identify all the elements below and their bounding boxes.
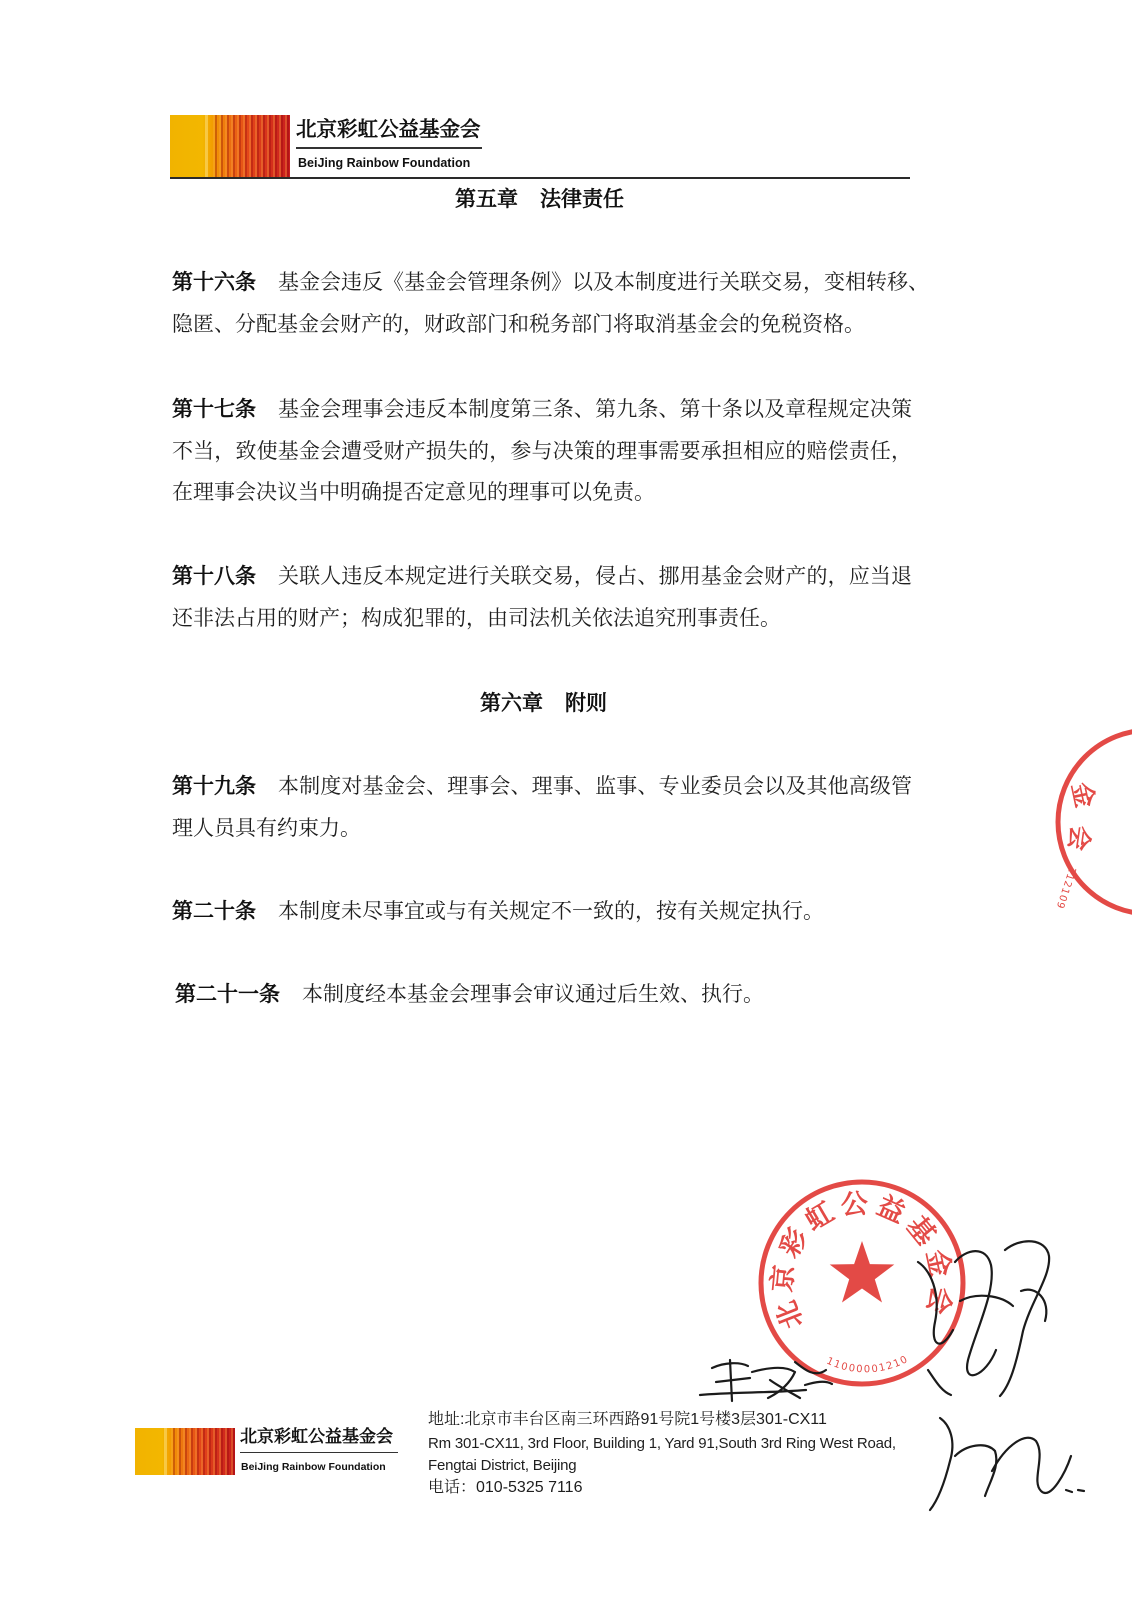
seal-star-icon [830,1241,895,1303]
article-line [172,262,929,304]
article-label: 第十七条 [172,397,256,421]
article-text: 隐匿、分配基金会财产的，财政部门和税务部门将取消基金会的免税资格。 [172,311,865,336]
chapter-title: 附则 [565,691,607,715]
article-label: 第十八条 [172,564,256,588]
logo-stripes [171,1428,235,1475]
article-line [172,556,912,598]
logo-highlight [164,1428,167,1475]
chapter-number: 第六章 [480,691,543,715]
signature-lower-right [930,1418,1084,1510]
article-text: 本制度对基金会、理事会、理事、监事、专业委员会以及其他高级管 [278,774,912,798]
article-text: 本制度经本基金会理事会审议通过后生效、执行。 [302,982,764,1006]
chapter-number: 第五章 [455,187,518,211]
footer-logo-mark [135,1428,235,1475]
article-line [172,304,912,346]
chapter-5-heading [455,184,624,214]
article-20 [172,891,912,933]
header-logo-divider [296,147,482,149]
seal-name-text [766,1188,958,1333]
article-label: 第十九条 [172,774,256,798]
article-19 [172,766,912,849]
article-text: 还非法占用的财产；构成犯罪的，由司法机关依法追究刑事责任。 [172,605,781,630]
partial-seal-char: 金 [1066,779,1100,811]
article-line [172,766,912,808]
signature-large-right [918,1241,1049,1396]
header-org-name-en: BeiJing Rainbow Foundation [298,156,471,170]
partial-seal-char: 会 [1062,823,1096,853]
article-text: 理人员具有约束力。 [172,815,361,840]
article-text: 基金会违反《基金会管理条例》以及本制度进行关联交易，变相转移、 [278,270,929,294]
article-line [172,431,912,473]
footer-org-name-cn: 北京彩虹公益基金会 [240,1427,393,1447]
chapter-title: 法律责任 [540,187,624,211]
article-line [172,389,912,431]
seal-number-path: 11000001210 [824,1353,911,1376]
partial-seal-stamp [1053,730,1132,914]
article-text: 在理事会决议当中明确提否定意见的理事可以免责。 [172,480,655,504]
footer-address-en-line-2: Fengtai District, Beijing [428,1457,577,1474]
article-17 [172,389,912,514]
partial-seal-number: 112109 [1053,865,1078,911]
article-text: 基金会理事会违反本制度第三条、第九条、第十条以及章程规定决策 [278,397,912,421]
article-line [172,472,912,514]
logo-highlight [205,115,209,178]
footer-phone: 电话：010-5325 7116 [428,1479,583,1496]
article-label: 第十六条 [172,270,256,294]
company-seal-stamp [761,1182,963,1384]
article-text: 本制度未尽事宜或与有关规定不一致的，按有关规定执行。 [278,899,824,923]
seal-name-path: 北京彩虹公益基金会 [766,1188,958,1333]
article-text: 关联人违反本规定进行关联交易，侵占、挪用基金会财产的，应当退 [278,564,912,588]
chapter-6-heading [480,688,607,718]
article-21 [175,974,912,1016]
article-line [172,891,912,933]
footer-address-cn: 地址:北京市丰台区南三环西路91号院1号楼3层301-CX11 [428,1411,827,1428]
article-line [172,598,912,640]
partial-seal-ring [1058,730,1132,914]
logo-stripes [213,115,290,178]
article-text: 不当，致使基金会遭受财产损失的，参与决策的理事需要承担相应的赔偿责任， [172,438,912,463]
seal-number-text [825,1354,911,1376]
article-line [175,974,912,1016]
footer-org-name-en: BeiJing Rainbow Foundation [241,1461,386,1473]
header-org-name-cn: 北京彩虹公益基金会 [296,117,481,141]
footer-logo-divider [240,1452,398,1453]
article-line [172,808,912,850]
seal-ring [761,1182,963,1384]
signature-middle [700,1360,832,1401]
footer-address-en-line-1: Rm 301-CX11, 3rd Floor, Building 1, Yard 91,South 3rd Ring West Road, [428,1435,896,1452]
article-label: 第二十条 [172,899,256,923]
article-label: 第二十一条 [175,982,280,1006]
header-logo-mark [170,115,290,178]
article-18 [172,556,912,639]
article-16 [172,262,929,345]
header-rule [170,177,910,179]
